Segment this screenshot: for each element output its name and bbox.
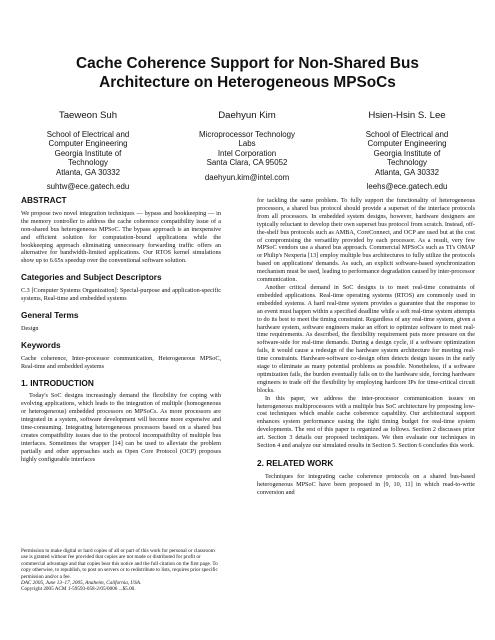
permission-text: Permission to make digital or hard copies of all or part of this work for personal or classroom use is granted without fee provided that copies are not made or distributed for profit or commercial advantage and that copies bear this notice and the full citation on the first page. To copy otherwise, to republish, to post on servers or to redistribute to lists, requires prior specific permission and/or a fee.: [21, 548, 218, 580]
paper-title: [20, 54, 475, 92]
conference-line: DAC 2005, June 13–17, 2005, Anaheim, California, USA.: [21, 580, 142, 587]
affiliation-line: Atlanta, GA 30332: [374, 167, 440, 177]
affiliation-line: School of Electrical and: [46, 130, 130, 139]
affiliation-line: Technology: [68, 158, 108, 168]
body-paragraph: Another critical demand in SoC designs is to meet real-time constraints of embedded applications. Real-time operating systems (RTOS) are commonly used in embedded systems. A hard real-time system provides a guarantee that the response to an event must happen within a specified deadline while a soft real-time system attempts to do its best to meet the timing constraint. Regardless of any real-time system, given a hardware system, software engineers make an effort to optimize software to meet real-time requirements. As described, the flexibility requirement puts more pressure on the software-side for real-time demands. During a design cycle, if a software optimization fails, it would cause a redesign of the hardware system architecture for meeting real-time constraints. Hardware-software co-design often detects design issues in the early stage to eliminate as many potential problems as possible. Nonetheless, if a software optimization fails, the burden eventually falls on to the hardware side, forcing hardware engineers to trade off the flexibility by employing hardcore IPs for time-critical circuit blocks.: [257, 283, 475, 394]
affiliation-line: Santa Clara, CA 95052: [206, 158, 288, 168]
body-paragraph: for tackling the same problem. To fully support the functionality of heterogeneous processors, a shared bus protocol should provide a superset of the interface protocols from all processors. In embedded system designs, however, hardware designers are typically reluctant to develop their own superset bus protocol from scratch. Instead, off-the-shelf bus protocols such as AMBA, CoreConnect, and OCP are used but at the cost of compromising the versatility provided by each processor. As a result, very few MPSoC vendors use a shared bus approach. Commercial MPSoCs such as TI's OMAP or Philip's Nexperia [13] employ multiple bus architectures to fully utilize the protocols based on applications' demands. As such, an explicit software-based synchronization mechanism must be used, leading to performance degradation caused by inter-processor communication.: [257, 197, 475, 284]
author-block-2: [176, 110, 318, 182]
permission-notice: [21, 548, 221, 593]
affiliation-line: Atlanta, GA 30332: [55, 167, 121, 177]
title-line-1: Cache Coherence Support for Non-Shared Bus: [76, 55, 419, 72]
affiliation-line: Computer Engineering: [367, 139, 447, 149]
keywords-heading: Keywords: [21, 339, 61, 350]
keywords-text: Cache coherence, Inter-processor communication, Heterogeneous MPSoC, Real-time and embedded systems: [21, 354, 221, 370]
related-work-heading: 2. RELATED WORK: [257, 458, 334, 468]
right-column: [257, 197, 475, 497]
abstract-text: We propose two novel integration techniques — bypass and bookkeeping — in the memory controller to address the cache coherence compatibility issue of a non-shared bus heterogeneous MPSoC. The bypass approach is an inexpensive and efficient solution for computation-bound applications while the bookkeeping approach eliminating unnecessary forwarding traffic offers an alternative for bandwidth-limited applications. Our RTOS kernel simulations show up to 6.65x speedup over the conventional software solution.: [21, 209, 221, 265]
author-name: Taeweon Suh: [58, 110, 118, 121]
categories-text: C.3 [Computer Systems Organization]: Special-purpose and application-specific systems, Real-time and embedded systems: [21, 287, 221, 303]
affiliation-line: Microprocessor Technology: [199, 130, 295, 139]
author-affiliation: [176, 130, 318, 168]
affiliation-line: Intel Corporation: [217, 148, 277, 158]
introduction-heading: 1. INTRODUCTION: [21, 377, 94, 388]
author-email: suhtw@ece.gatech.edu: [46, 182, 130, 192]
abstract-heading: ABSTRACT: [21, 195, 67, 205]
affiliation-line: Computer Engineering: [48, 139, 128, 149]
affiliation-line: School of Electrical and: [365, 130, 449, 139]
related-work-text: Techniques for integrating cache coherence protocols on a shared bus-based heterogeneous MPSoC have been proposed in [9, 10, 11] in which read-to-write conversion and: [257, 472, 475, 496]
terms-heading: General Terms: [21, 309, 79, 320]
categories-heading: Categories and Subject Descriptors: [21, 272, 162, 283]
terms-text: Design: [21, 324, 39, 332]
author-affiliation: [336, 130, 478, 177]
affiliation-line: Labs: [238, 139, 256, 149]
affiliation-line: Technology: [387, 158, 427, 168]
author-email: leehs@ece.gatech.edu: [366, 182, 448, 192]
affiliation-line: Georgia Institute of: [373, 148, 441, 158]
author-block-1: [18, 110, 158, 191]
body-paragraph: In this paper, we address the inter-processor communication issues on heterogeneous multiprocessors with a multiple bus SoC architecture by proposing low-cost techniques which enable cache coherence capability. Our architectural support enhances system performance easing the tight timing budget for real-time system developments. The rest of this paper is organized as follows. Section 2 discusses prior art. Section 3 details our proposed techniques. We then evaluate our techniques in Section 4 and analyze our simulated results in Section 5. Section 6 concludes this work.: [257, 394, 475, 450]
title-line-2: Architecture on Heterogeneous MPSoCs: [99, 74, 396, 91]
author-affiliation: [18, 130, 158, 177]
copyright-line: Copyright 2005 ACM 1-59593-058-2/05/0006 ...$5.00.: [21, 586, 136, 593]
author-block-3: [336, 110, 478, 191]
author-email: daehyun.kim@intel.com: [204, 172, 290, 182]
left-column: [21, 197, 221, 464]
affiliation-line: Georgia Institute of: [54, 148, 122, 158]
introduction-text: Today's SoC designs increasingly demand the flexibility for coping with evolving applications, which leads to the integration of multiple (homogeneous or heterogeneous) embedded processors on MPSoCs. As more processors are integrated in a system, software development will become more expensive and time-consuming. Integrating heterogeneous processors based on a shared bus creates compatibility issues due to the protocol incompatibility of multiple bus interfaces. Sometimes the wrapper [14] can be used to alleviate the problem partially and other approaches such as Open Core Protocol (OCP) proposes highly configurable interfaces: [21, 392, 221, 463]
author-name: Hsien-Hsin S. Lee: [368, 110, 446, 121]
author-name: Daehyun Kim: [218, 110, 276, 121]
